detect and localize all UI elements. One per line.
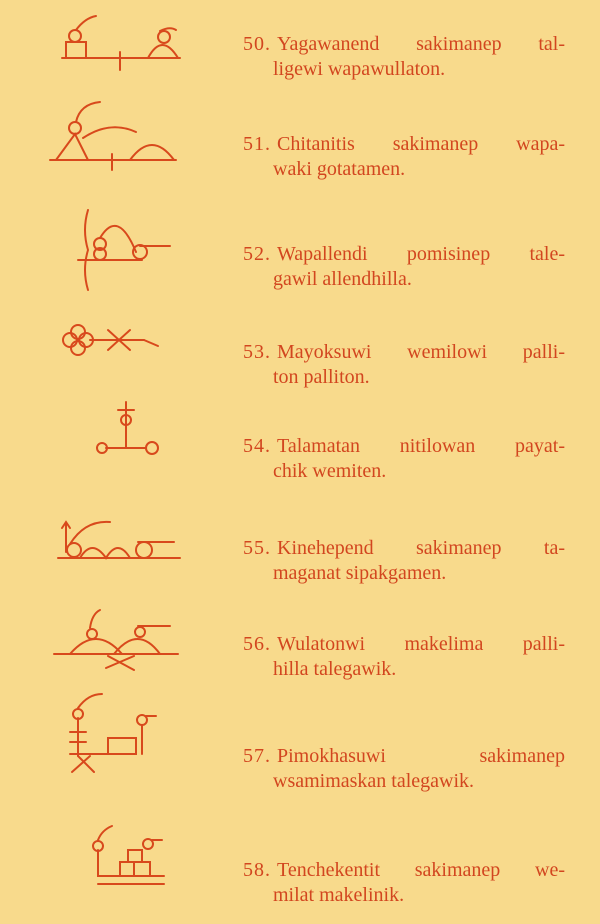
pictograph-56-icon	[40, 610, 200, 690]
pictograph-57-icon	[40, 722, 200, 802]
pictograph-58-icon	[40, 836, 200, 916]
pictograph-52-icon	[40, 220, 200, 300]
pictograph-50-icon	[40, 10, 200, 90]
pictograph-53-icon	[40, 318, 200, 398]
pictograph-55-icon	[40, 514, 200, 594]
pictograph-51-icon	[40, 110, 200, 190]
pictograph-54-icon	[40, 412, 200, 492]
